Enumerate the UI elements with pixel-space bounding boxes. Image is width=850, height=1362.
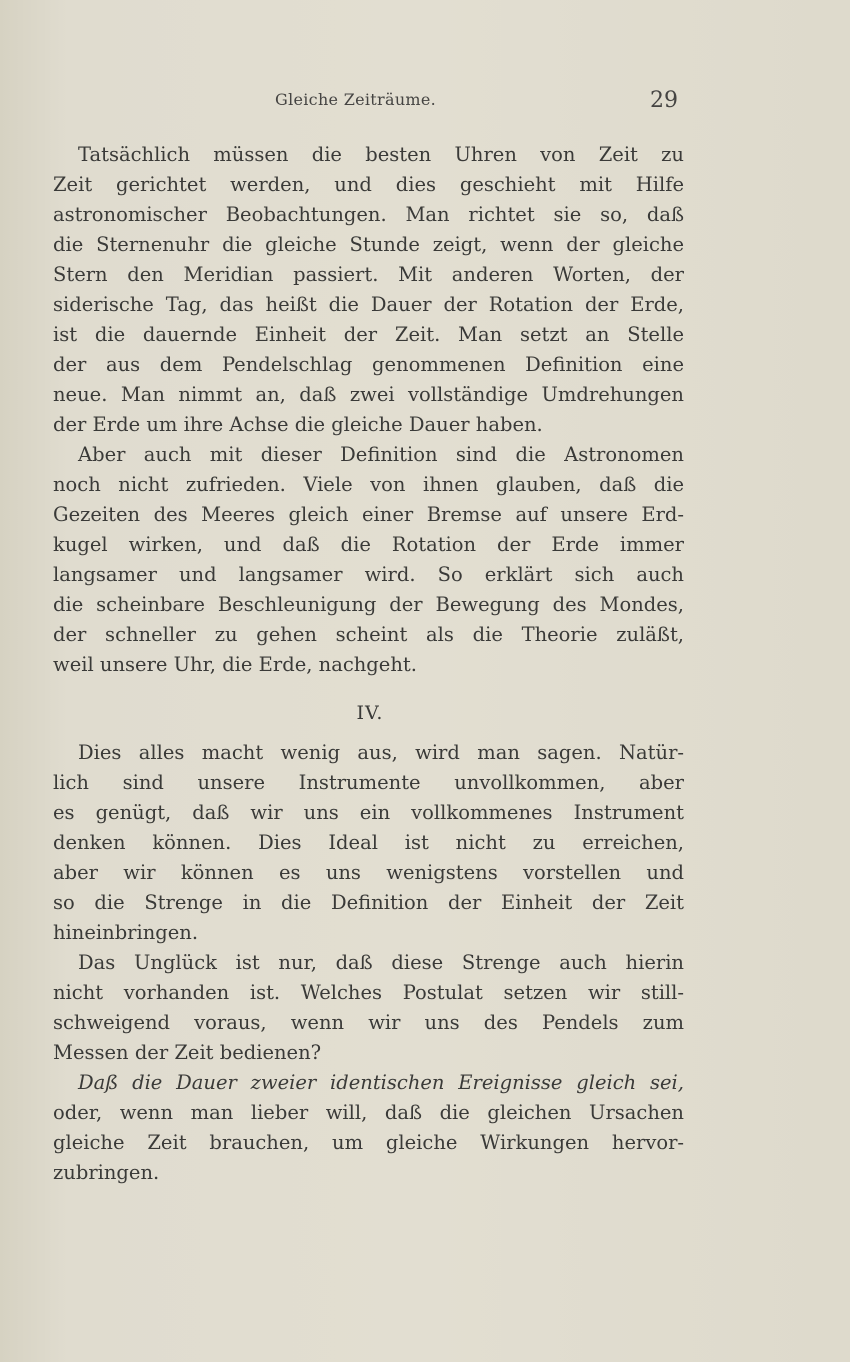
text-line: die Sternenuhr die gleiche Stunde zeigt, wenn der gleiche bbox=[53, 233, 684, 256]
text-line: siderische Tag, das heißt die Dauer der Rotation der Erde, bbox=[53, 293, 684, 316]
text-line: ist die dauernde Einheit der Zeit. Man setzt an Stelle bbox=[53, 323, 684, 346]
text-line: so die Strenge in die Definition der Einheit der Zeit bbox=[53, 891, 684, 914]
running-head: Gleiche Zeiträume. bbox=[275, 90, 437, 109]
text-line: Aber auch mit dieser Definition sind die Astronomen bbox=[78, 443, 684, 466]
paragraph-block-1 bbox=[53, 140, 684, 680]
text-line: Messen der Zeit bedienen? bbox=[53, 1041, 322, 1064]
text-line: astronomischer Beobachtungen. Man richtet sie so, daß bbox=[53, 203, 684, 226]
text-line: kugel wirken, und daß die Rotation der Erde immer bbox=[53, 533, 684, 556]
page-number: 29 bbox=[650, 88, 678, 113]
text-line: der schneller zu gehen scheint als die Theorie zuläßt, bbox=[53, 623, 684, 646]
text-line: Tatsächlich müssen die besten Uhren von Zeit zu bbox=[78, 143, 684, 166]
text-line: Stern den Meridian passiert. Mit anderen Worten, der bbox=[53, 263, 684, 286]
text-line: der aus dem Pendelschlag genommenen Definition eine bbox=[53, 353, 684, 376]
text-line: Zeit gerichtet werden, und dies geschieht mit Hilfe bbox=[53, 173, 684, 196]
text-line: Gezeiten des Meeres gleich einer Bremse auf unsere Erd- bbox=[53, 503, 684, 526]
text-line: denken können. Dies Ideal ist nicht zu erreichen, bbox=[53, 831, 684, 854]
paragraph-block-2 bbox=[53, 738, 684, 1188]
text-line: zubringen. bbox=[53, 1161, 160, 1184]
text-line: Das Unglück ist nur, daß diese Strenge auch hierin bbox=[78, 951, 684, 974]
text-line: schweigend voraus, wenn wir uns des Pendels zum bbox=[53, 1011, 684, 1034]
text-line: neue. Man nimmt an, daß zwei vollständige Umdrehungen bbox=[53, 383, 684, 406]
text-line: aber wir können es uns wenigstens vorstellen und bbox=[53, 861, 684, 884]
text-line: langsamer und langsamer wird. So erklärt sich auch bbox=[53, 563, 684, 586]
text-line: noch nicht zufrieden. Viele von ihnen glauben, daß die bbox=[53, 473, 684, 496]
text-line: der Erde um ihre Achse die gleiche Dauer haben. bbox=[53, 413, 543, 436]
text-line: es genügt, daß wir uns ein vollkommenes Instrument bbox=[53, 801, 684, 824]
text-line: lich sind unsere Instrumente unvollkommen, aber bbox=[53, 771, 684, 794]
text-line: die scheinbare Beschleunigung der Bewegung des Mondes, bbox=[53, 593, 684, 616]
text-line: gleiche Zeit brauchen, um gleiche Wirkungen hervor- bbox=[53, 1131, 684, 1154]
text-line: nicht vorhanden ist. Welches Postulat setzen wir still- bbox=[53, 981, 684, 1004]
italic-text-line: Daß die Dauer zweier identischen Ereignisse gleich sei, bbox=[78, 1071, 684, 1094]
text-line: oder, wenn man lieber will, daß die gleichen Ursachen bbox=[53, 1101, 684, 1124]
text-line: hineinbringen. bbox=[53, 921, 199, 944]
section-heading: IV. bbox=[356, 702, 384, 724]
text-line: Dies alles macht wenig aus, wird man sagen. Natür- bbox=[78, 741, 684, 764]
text-line: weil unsere Uhr, die Erde, nachgeht. bbox=[53, 653, 417, 676]
